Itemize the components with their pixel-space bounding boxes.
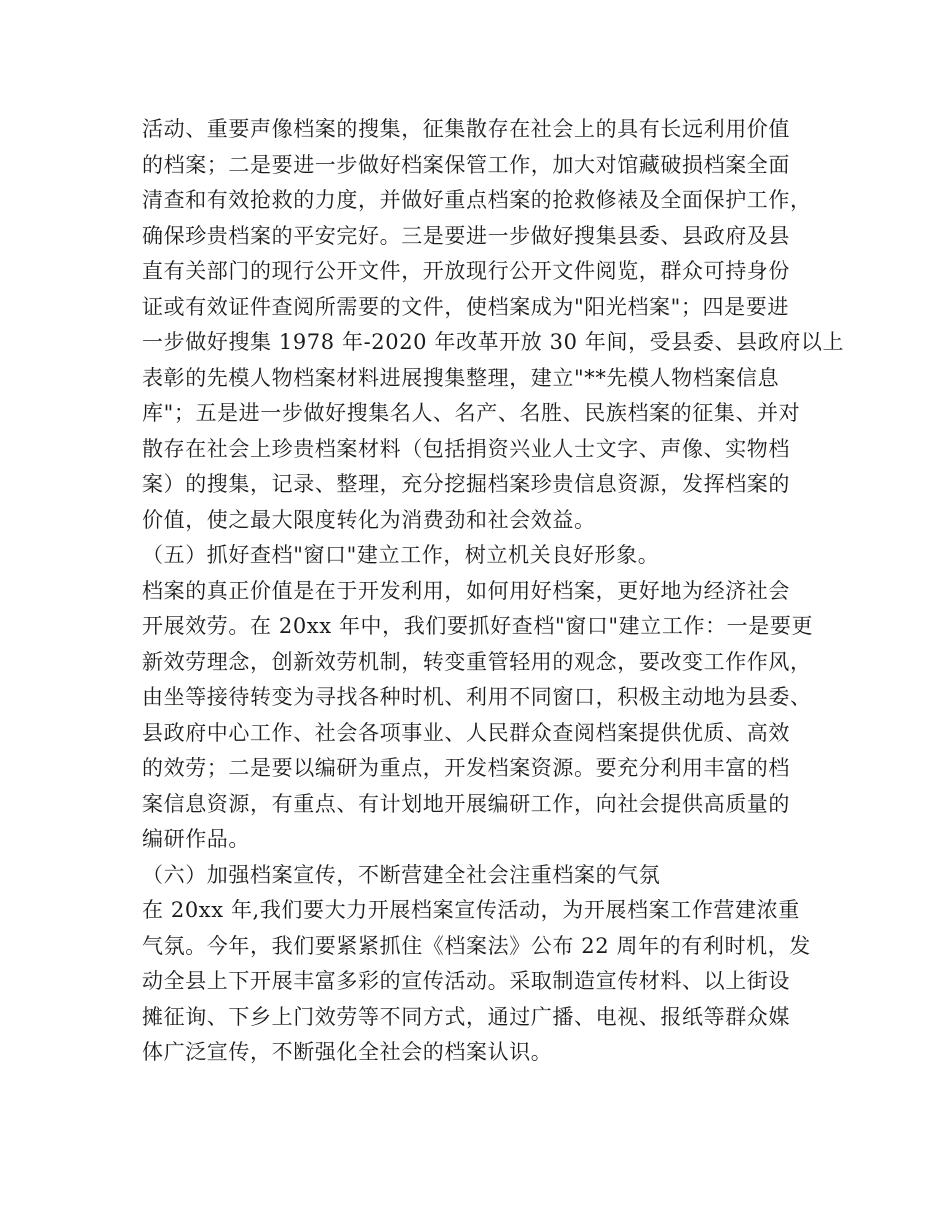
paragraph-line: 活动、重要声像档案的搜集，征集散存在社会上的具有长远利用价值 (142, 117, 790, 141)
paragraph-line: 气氛。今年，我们要紧紧抓住《档案法》公布 22 周年的有利时机，发 (142, 933, 811, 958)
paragraph-line: 编研作品。 (142, 827, 250, 851)
paragraph-line: 案）的搜集，记录、整理，充分挖掘档案珍贵信息资源，发挥档案的 (142, 472, 790, 496)
paragraph-line: 的效劳；二是要以编研为重点，开发档案资源。要充分利用丰富的档 (142, 756, 790, 780)
paragraph-line: 县政府中心工作、社会各项事业、人民群众查阅档案提供优质、高效 (142, 720, 790, 745)
paragraph-line: 一步做好搜集 1978 年-2020 年改革开放 30 年间，受县委、县政府以上 (142, 330, 845, 354)
paragraph-line: 确保珍贵档案的平安完好。三是要进一步做好搜集县委、县政府及县 (142, 223, 790, 248)
paragraph-line: 库"；五是进一步做好搜集名人、名产、名胜、民族档案的征集、并对 (142, 401, 801, 425)
paragraph-line: 直有关部门的现行公开文件，开放现行公开文件阅览，群众可持身份 (142, 259, 790, 283)
paragraph-line: 动全县上下开展丰富多彩的宣传活动。采取制造宣传材料、以上街设 (142, 969, 790, 993)
paragraph-line: 清查和有效抢救的力度，并做好重点档案的抢救修裱及全面保护工作， (142, 188, 812, 212)
paragraph-line: 在 20xx 年,我们要大力开展档案宣传活动，为开展档案工作营建浓重 (142, 898, 800, 922)
paragraph-line: 的档案；二是要进一步做好档案保管工作，加大对馆藏破损档案全面 (142, 152, 790, 177)
paragraph-line: 开展效劳。在 20xx 年中，我们要抓好查档"窗口"建立工作：一是要更 (142, 614, 814, 638)
paragraph-line: 证或有效证件查阅所需要的文件，使档案成为"阳光档案"；四是要进 (142, 294, 789, 319)
paragraph-line: 新效劳理念，创新效劳机制，转变重管轻用的观念，要改变工作作风， (142, 649, 812, 674)
section-heading-six: （六）加强档案宣传，不断营建全社会注重档案的气氛 (142, 862, 661, 887)
section-heading-five: （五）抓好查档"窗口"建立工作，树立机关良好形象。 (142, 543, 660, 567)
paragraph-line: 案信息资源，有重点、有计划地开展编研工作，向社会提供高质量的 (142, 791, 790, 816)
paragraph-line: 表彰的先模人物档案材料进展搜集整理，建立"**先模人物档案信息 (142, 365, 780, 390)
paragraph-line: 由坐等接待转变为寻找各种时机、利用不同窗口，积极主动地为县委、 (142, 685, 812, 709)
paragraph-line: 档案的真正价值是在于开发利用，如何用好档案，更好地为经济社会 (142, 578, 790, 603)
document-body (142, 112, 845, 1071)
paragraph-line: 价值，使之最大限度转化为消费劲和社会效益。 (142, 507, 596, 532)
paragraph-line: 摊征询、下乡上门效劳等不同方式，通过广播、电视、报纸等群众媒 (142, 1004, 790, 1029)
paragraph-line: 体广泛宣传，不断强化全社会的档案认识。 (142, 1040, 553, 1064)
paragraph-line: 散存在社会上珍贵档案材料（包括捐资兴业人士文字、声像、实物档 (142, 436, 790, 461)
